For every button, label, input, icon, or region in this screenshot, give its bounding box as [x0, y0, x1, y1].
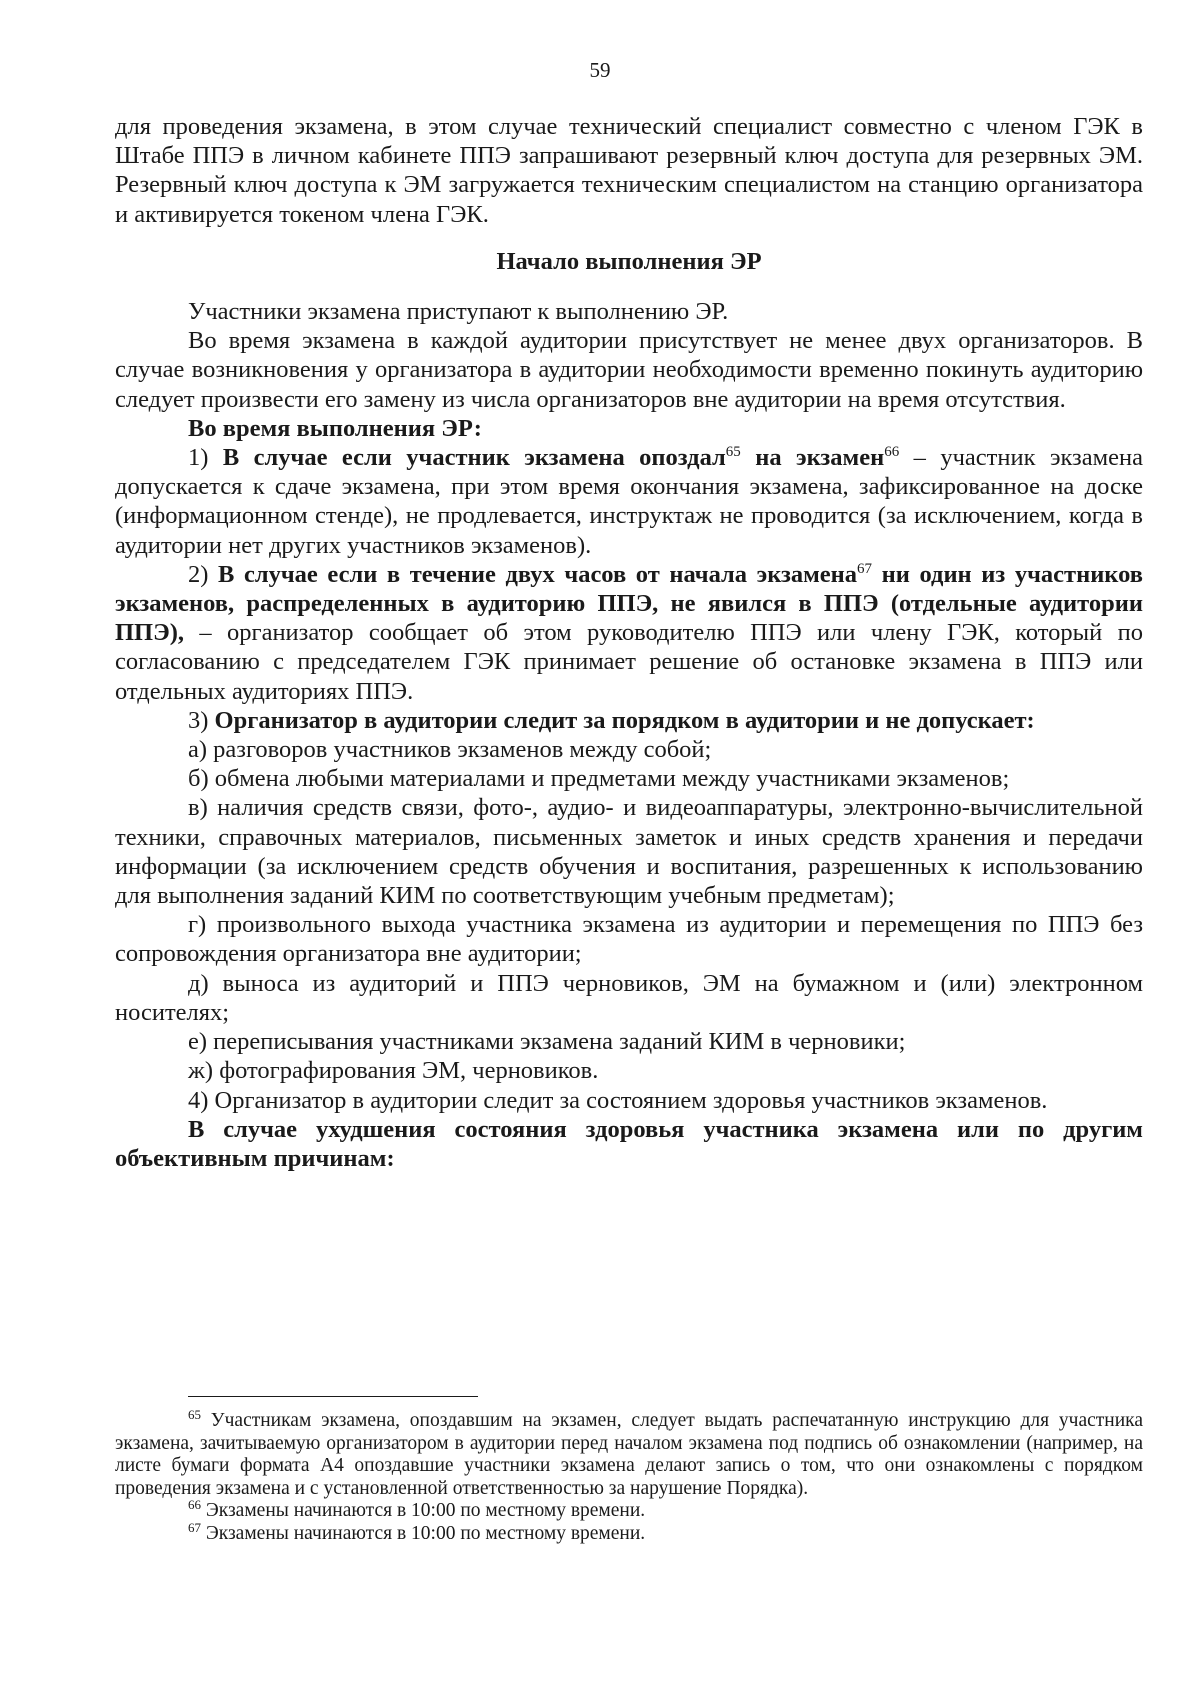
item-number: 3): [188, 706, 215, 734]
footnote-mark: 67: [188, 1519, 201, 1535]
item-text: – участник экзамена допускается к сдаче экзамена, при этом время окончания экзамена, зафиксированное на доске (информационном стенде), не продлевается, инструктаж не проводится (за исключением, когда в аудитории нет других участников экзаменов).: [115, 444, 1143, 559]
item-bold-text: В случае если участник экзамена опоздал: [222, 444, 726, 472]
footnotes: [115, 1407, 1143, 1546]
item-bold-text: Организатор в аудитории следит за порядком в аудитории и не допускает:: [214, 706, 1035, 734]
footnote-separator: [188, 1396, 478, 1397]
footnote-mark: 65: [188, 1407, 201, 1422]
sub-item-a: а) разговоров участников экзаменов между собой;: [188, 736, 712, 764]
footnote-ref: 66: [884, 444, 900, 461]
item-bold-text: на экзамен: [740, 444, 885, 472]
sub-item-d: д) выноса из аудиторий и ППЭ черновиков, ЭМ на бумажном и (или) электронном носителях;: [115, 969, 1143, 1026]
item-text: – организатор сообщает об этом руководителю ППЭ или члену ГЭК, который по согласованию с председателем ГЭК принимает решение об остановке экзамена в ППЭ или отдельных аудиториях ППЭ.: [115, 619, 1143, 705]
footnote-text: Экзамены начинаются в 10:00 по местному времени.: [201, 1522, 646, 1544]
footnote-ref: 65: [725, 444, 741, 461]
list-item-4: 4) Организатор в аудитории следит за состоянием здоровья участников экзаменов.: [188, 1086, 1048, 1114]
page-number: 59: [589, 58, 611, 82]
sub-item-zh: ж) фотографирования ЭМ, черновиков.: [188, 1057, 599, 1085]
list-item-3: [115, 706, 1143, 735]
paragraph-continuation: для проведения экзамена, в этом случае технический специалист совместно с членом ГЭК в Штабе ППЭ в личном кабинете ППЭ запрашивают резервный ключ доступа для резервных ЭМ. Резервный ключ доступа к ЭМ загружается техническим специалистом на станцию организатора и активируется токеном члена ГЭК.: [115, 113, 1143, 228]
footnote-mark: 66: [188, 1497, 201, 1513]
during-heading: Во время выполнения ЭР:: [188, 414, 482, 442]
footnote-65: [115, 1407, 1143, 1500]
sub-item-b: б) обмена любыми материалами и предметами между участниками экзаменов;: [188, 765, 1010, 793]
paragraph-start: Участники экзамена приступают к выполнению ЭР.: [188, 298, 729, 326]
document-body: [115, 112, 1143, 1173]
list-item-2: [115, 560, 1143, 706]
footnote-text: Участникам экзамена, опоздавшим на экзамен, следует выдать распечатанную инструкцию для участника экзамена, зачитываемую организатором в аудитории перед началом экзамена под подпись об ознакомлении (например, на листе бумаги формата А4 опоздавшие участники экзамена делают запись о том, что они ознакомлены с порядком проведения экзамена и с установленной ответственностью за нарушение Порядка).: [115, 1410, 1143, 1499]
footnote-66: [115, 1497, 1143, 1523]
paragraph-organizers: Во время экзамена в каждой аудитории присутствует не менее двух организаторов. В случае возникновения у организатора в аудитории необходимости временно покинуть аудиторию следует произвести его замену из числа организаторов вне аудитории на время отсутствия.: [115, 327, 1143, 413]
list-item-1: [115, 443, 1143, 560]
item-bold-text: ни один из участников экзаменов, распределенных в аудиторию ППЭ, не явился в ППЭ (отдельные аудитории ППЭ),: [115, 560, 1143, 647]
footnote-ref: 67: [857, 560, 873, 577]
item-bold-text: В случае если в течение двух часов от начала экзамена: [218, 560, 858, 588]
footnote-67: [115, 1519, 1143, 1546]
section-heading: Начало выполнения ЭР: [496, 247, 762, 275]
item-number: 1): [188, 444, 223, 472]
footnote-text: Экзамены начинаются в 10:00 по местному времени.: [201, 1500, 646, 1522]
sub-item-e: е) переписывания участниками экзамена заданий КИМ в черновики;: [188, 1028, 906, 1056]
sub-item-v: в) наличия средств связи, фото-, аудио- и видеоаппаратуры, электронно-вычислительной техники, справочных материалов, письменных заметок и иных средств хранения и передачи информации (за исключением средств обучения и воспитания, разрешенных к использованию для выполнения заданий КИМ по соответствующим учебным предметам);: [115, 794, 1143, 910]
sub-item-g: г) произвольного выхода участника экзамена из аудитории и перемещения по ППЭ без сопровождения организатора вне аудитории;: [115, 911, 1143, 968]
item-number: 2): [188, 560, 219, 588]
health-heading: В случае ухудшения состояния здоровья участника экзамена или по другим объективным причинам:: [115, 1115, 1143, 1172]
